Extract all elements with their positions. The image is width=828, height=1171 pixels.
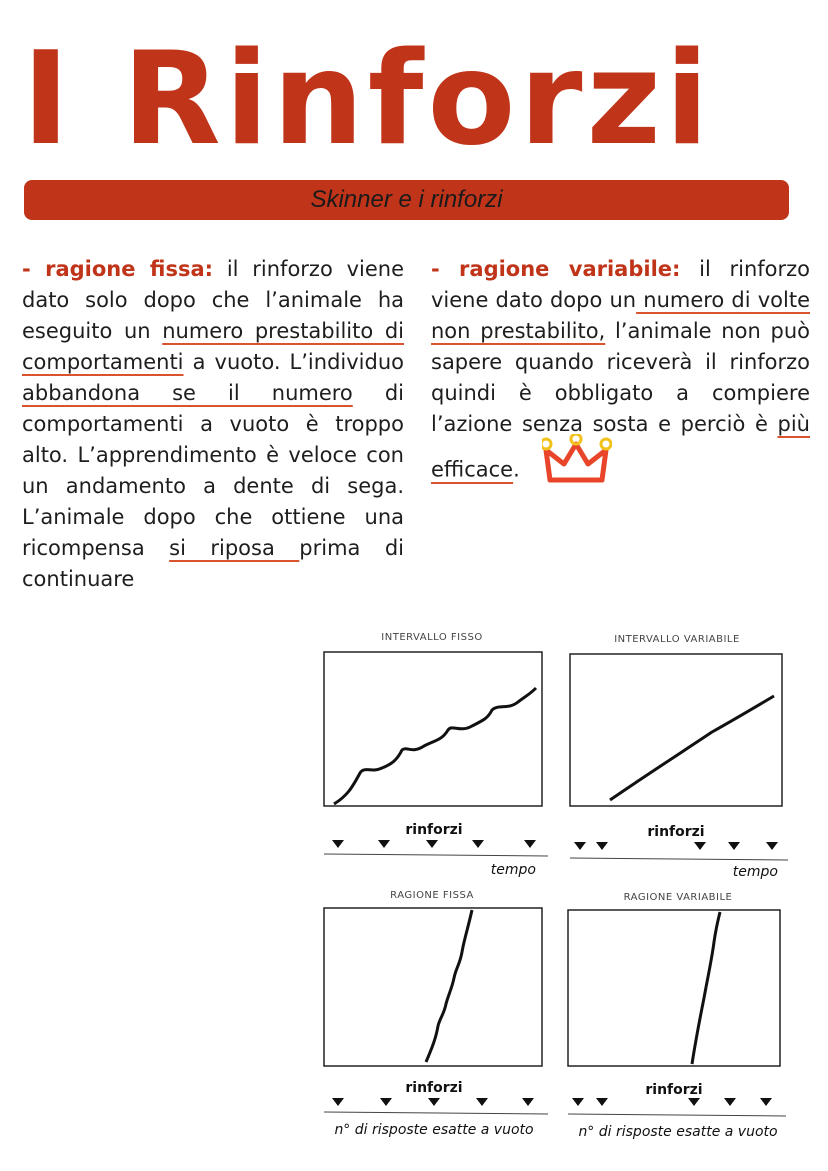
text-segment: di comportamenti a vuoto è troppo alto. L’apprendimento è veloce con un andamento a dente di sega. L’animale dopo che ottiene una ricompensa bbox=[22, 381, 404, 560]
cumulative-response-curve bbox=[426, 910, 472, 1062]
panel-intervallo-variabile bbox=[570, 634, 788, 880]
panel-ragione-fissa bbox=[324, 890, 548, 1138]
text-segment: il rinforzo viene dato dopo un bbox=[431, 257, 811, 312]
text-segment: prima di continuare bbox=[22, 536, 404, 591]
subtitle-text: Skinner e i rinforzi bbox=[310, 186, 503, 213]
term-ragione-variabile: - ragione variabile: bbox=[431, 257, 681, 281]
text-segment: l’animale non può sapere quando riceverà il rinforzo quindi è obbligato a compiere l’azione senza sosta e perciò è bbox=[431, 319, 810, 436]
term-ragione-fissa: - ragione fissa: bbox=[22, 257, 214, 281]
panel-intervallo-fisso bbox=[324, 632, 548, 878]
underlined-segment: si riposa bbox=[169, 536, 300, 560]
cumulative-response-curve bbox=[334, 688, 536, 804]
reinforcement-schedules-figure bbox=[312, 628, 810, 1144]
x-axis-label: n° di risposte esatte a vuoto bbox=[578, 1124, 778, 1140]
x-axis-label: tempo bbox=[732, 864, 778, 880]
cumulative-response-curve bbox=[692, 912, 720, 1064]
underlined-segment: abbandona se il numero bbox=[22, 381, 353, 405]
reinforcer-label: rinforzi bbox=[405, 1080, 463, 1096]
reinforcer-markers bbox=[572, 1098, 772, 1106]
panel-title: INTERVALLO VARIABILE bbox=[614, 634, 740, 645]
ragione-variabile-paragraph bbox=[431, 254, 810, 501]
ragione-fissa-paragraph bbox=[22, 254, 404, 595]
reinforcer-markers bbox=[332, 840, 536, 848]
reinforcer-label: rinforzi bbox=[405, 822, 463, 838]
x-axis-label: n° di risposte esatte a vuoto bbox=[334, 1122, 534, 1138]
panel-ragione-variabile bbox=[568, 892, 786, 1140]
underlined-segment: numero di volte non prestabilito, bbox=[431, 288, 810, 343]
reinforcer-label: rinforzi bbox=[647, 824, 705, 840]
subtitle-banner bbox=[24, 180, 789, 220]
reinforcer-markers bbox=[574, 842, 778, 850]
text-segment: . bbox=[513, 457, 520, 482]
text-segment: il rinforzo viene dato solo dopo che l’animale ha eseguito un bbox=[22, 257, 404, 343]
crown-icon bbox=[542, 434, 612, 495]
reinforcer-markers bbox=[332, 1098, 534, 1106]
underlined-segment: più efficace bbox=[431, 412, 810, 482]
underlined-segment: numero prestabilito di comportamenti bbox=[22, 319, 404, 374]
x-axis-label: tempo bbox=[490, 862, 536, 878]
panel-title: RAGIONE FISSA bbox=[390, 890, 474, 901]
cumulative-response-curve bbox=[610, 696, 774, 800]
page-title: I Rinforzi bbox=[22, 25, 713, 174]
text-segment: a vuoto. L’individuo bbox=[183, 350, 404, 374]
reinforcer-label: rinforzi bbox=[645, 1082, 703, 1098]
panel-title: RAGIONE VARIABILE bbox=[623, 892, 733, 903]
panel-title: INTERVALLO FISSO bbox=[381, 632, 483, 643]
